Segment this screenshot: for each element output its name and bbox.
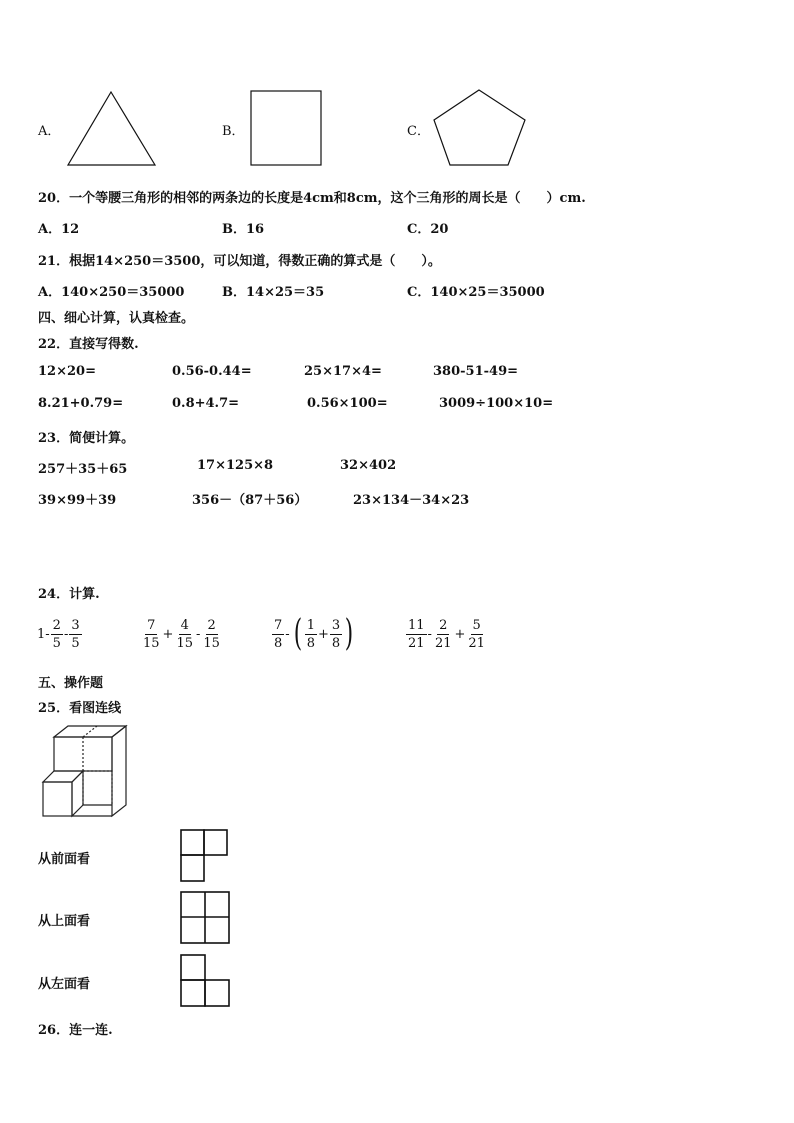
- q22-item: 380-51-49=: [433, 364, 519, 379]
- square-shape: [250, 90, 322, 166]
- q24-stem: 24．计算.: [38, 587, 100, 602]
- q23-item: 356－（87＋56）: [192, 493, 308, 508]
- fraction: $\frac{4}{15}$: [176, 618, 193, 651]
- q20-option-c: C．20: [407, 222, 449, 237]
- section4-heading: 四、细心计算，认真检查。: [38, 311, 195, 326]
- fraction: $\frac{2}{5}$: [52, 618, 61, 651]
- view-grid-a[interactable]: [180, 829, 230, 883]
- view-left-label: 从左面看: [38, 977, 91, 992]
- q25-stem: 25．看图连线: [38, 701, 122, 716]
- q24-expression-1: [36, 619, 82, 650]
- operator: -: [196, 627, 201, 642]
- operator: -: [285, 626, 290, 642]
- q23-item: 32×402: [340, 458, 397, 473]
- fraction: $\frac{1}{8}$: [306, 617, 316, 651]
- operator: +: [318, 626, 329, 642]
- q21-option-a: A．140×250＝35000: [38, 285, 185, 300]
- q22-item: 3009÷100×10=: [439, 396, 554, 411]
- q22-item: 25×17×4=: [304, 364, 382, 379]
- q19-option-b-label: B．: [222, 124, 245, 139]
- q23-item: 257＋35＋65: [38, 462, 128, 477]
- right-paren: ): [345, 613, 354, 654]
- fraction: $\frac{2}{21}$: [434, 618, 452, 651]
- q22-item: 12×20=: [38, 364, 96, 379]
- fraction: $\frac{3}{5}$: [71, 618, 80, 651]
- fraction: $\frac{2}{15}$: [203, 618, 220, 651]
- left-paren: (: [293, 613, 302, 654]
- q26-stem: 26．连一连.: [38, 1023, 113, 1038]
- q22-item: 8.21+0.79=: [38, 396, 124, 411]
- q21-stem: 21．根据14×250＝3500，可以知道，得数正确的算式是（ ）。: [38, 254, 441, 269]
- q19-option-c-label: C．: [407, 124, 430, 139]
- view-front-label: 从前面看: [38, 852, 91, 867]
- q20-option-a: A．12: [38, 222, 80, 237]
- q21-option-b: B．14×25＝35: [222, 285, 325, 300]
- section5-heading: 五、操作题: [38, 676, 104, 691]
- q19-option-a-label: A．: [38, 124, 61, 139]
- q23-item: 23×134－34×23: [353, 493, 470, 508]
- fraction: $\frac{5}{21}$: [468, 618, 485, 651]
- view-grid-b[interactable]: [180, 891, 232, 945]
- fraction: $\frac{7}{15}$: [143, 618, 160, 651]
- operator: +: [454, 627, 466, 642]
- q22-stem: 22．直接写得数.: [38, 337, 139, 352]
- q20-stem: 20．一个等腰三角形的相邻的两条边的长度是4cm和8cm，这个三角形的周长是（ ）cm.: [38, 191, 586, 206]
- q22-item: 0.56×100=: [307, 396, 388, 411]
- q22-item: 0.8+4.7=: [172, 396, 240, 411]
- q24-e1-lead: 1-: [37, 627, 50, 642]
- q22-item: 0.56-0.44=: [172, 364, 252, 379]
- triangle-shape: [66, 90, 158, 168]
- q24-expression-4: [406, 619, 487, 650]
- q24-expression-2: [141, 619, 222, 650]
- pentagon-shape: [432, 88, 528, 168]
- q23-stem: 23．简便计算。: [38, 431, 135, 446]
- view-top-label: 从上面看: [38, 914, 91, 929]
- view-grid-c[interactable]: [180, 954, 232, 1008]
- operator: -: [427, 627, 432, 642]
- q23-item: 39×99＋39: [38, 493, 117, 508]
- fraction: $\frac{7}{8}$: [274, 617, 283, 651]
- cube-solid-figure: [40, 723, 132, 821]
- q20-option-b: B．16: [222, 222, 265, 237]
- operator: -: [63, 627, 69, 642]
- fraction: $\frac{11}{21}$: [408, 618, 425, 651]
- q21-option-c: C．140×25＝35000: [407, 285, 545, 300]
- operator: +: [162, 627, 174, 642]
- fraction: $\frac{3}{8}$: [331, 617, 341, 651]
- q23-item: 17×125×8: [197, 458, 274, 473]
- q24-expression-3: [272, 613, 356, 654]
